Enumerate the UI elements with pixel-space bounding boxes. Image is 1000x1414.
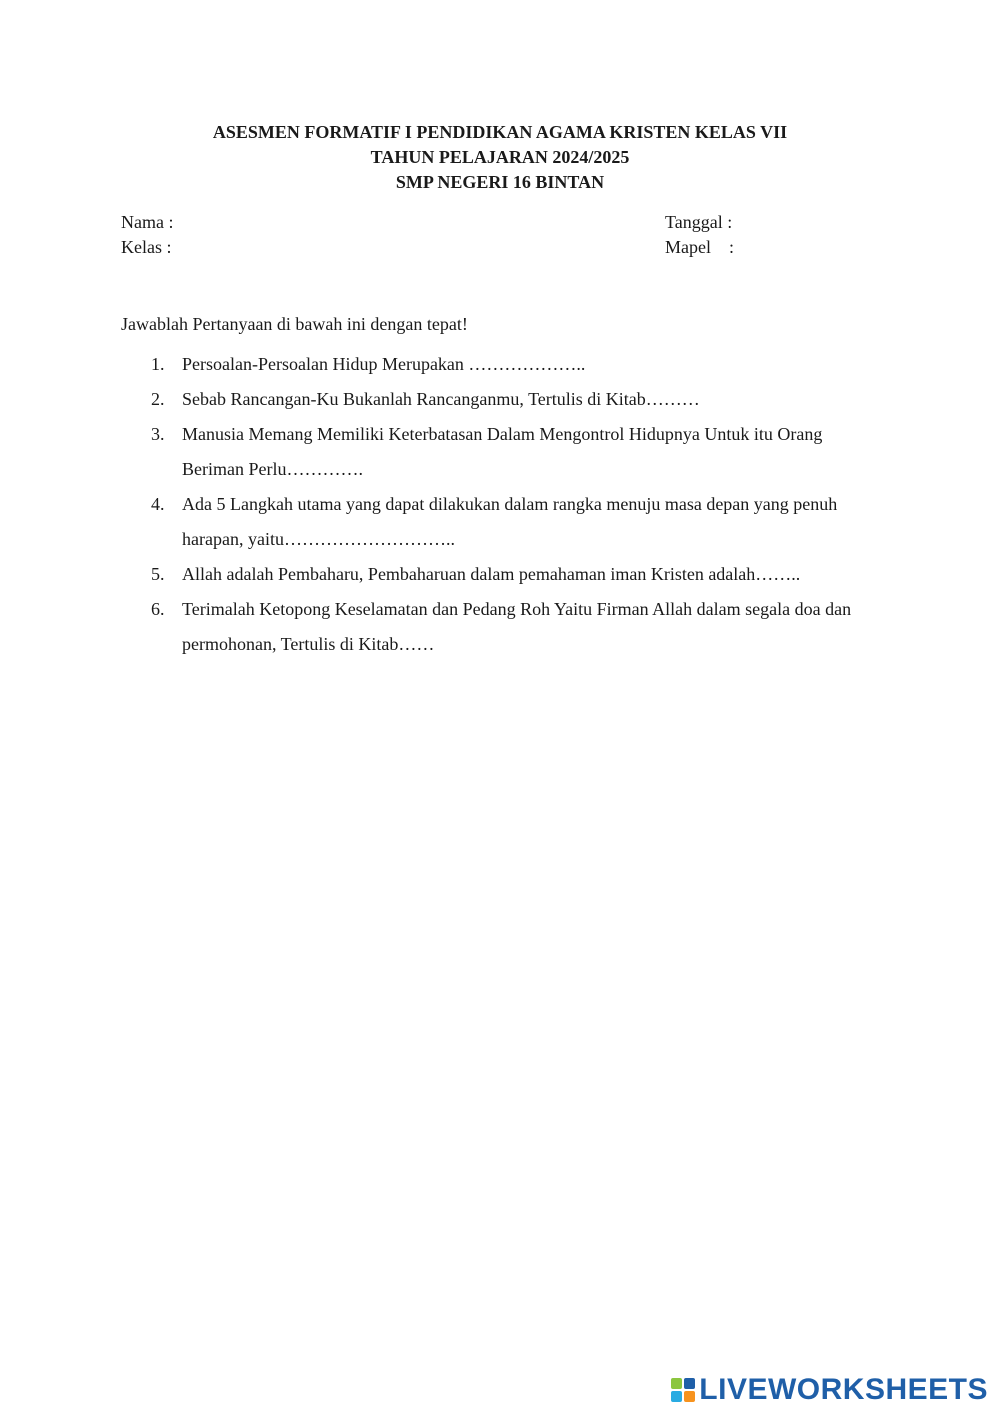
question-list	[121, 347, 881, 662]
question-number: 3.	[151, 424, 165, 444]
question-text: Terimalah Ketopong Keselamatan dan Pedang Roh Yaitu Firman Allah dalam segala doa dan permohonan, Tertulis di Kitab……	[182, 599, 852, 654]
header-school: SMP NEGERI 16 BINTAN	[395, 172, 605, 192]
question-item	[121, 557, 881, 592]
question-item	[121, 382, 881, 417]
kelas-label: Kelas :	[121, 237, 172, 257]
question-text: Allah adalah Pembaharu, Pembaharuan dalam pemahaman iman Kristen adalah……..	[182, 564, 801, 584]
nama-label: Nama :	[121, 212, 174, 232]
question-item	[121, 347, 881, 382]
logo-square	[684, 1391, 695, 1402]
liveworksheets-logo-icon	[671, 1378, 695, 1402]
question-item	[121, 417, 881, 487]
instruction-text: Jawablah Pertanyaan di bawah ini dengan tepat!	[121, 314, 468, 334]
tanggal-label: Tanggal :	[665, 212, 733, 232]
question-text: Sebab Rancangan-Ku Bukanlah Rancanganmu, Tertulis di Kitab………	[182, 389, 700, 409]
question-item	[121, 487, 881, 557]
logo-square	[671, 1391, 682, 1402]
mapel-label: Mapel :	[665, 237, 734, 257]
question-text: Manusia Memang Memiliki Keterbatasan Dalam Mengontrol Hidupnya Untuk itu Orang Beriman Perlu………….	[182, 424, 823, 479]
header-year: TAHUN PELAJARAN 2024/2025	[370, 147, 630, 167]
question-text: Ada 5 Langkah utama yang dapat dilakukan dalam rangka menuju masa depan yang penuh harapan, yaitu………………………..	[182, 494, 838, 549]
liveworksheets-logo[interactable]	[671, 1374, 988, 1406]
question-item	[121, 592, 881, 662]
logo-square	[671, 1378, 682, 1389]
logo-text: LIVEWORKSHEETS	[699, 1373, 988, 1406]
question-number: 5.	[151, 564, 165, 584]
question-text: Persoalan-Persoalan Hidup Merupakan ………………..	[182, 354, 586, 374]
question-number: 4.	[151, 494, 165, 514]
header-title: ASESMEN FORMATIF I PENDIDIKAN AGAMA KRISTEN KELAS VII	[212, 122, 788, 142]
question-number: 6.	[151, 599, 165, 619]
worksheet-header	[0, 120, 1000, 195]
question-number: 1.	[151, 354, 165, 374]
logo-square	[684, 1378, 695, 1389]
question-number: 2.	[151, 389, 165, 409]
